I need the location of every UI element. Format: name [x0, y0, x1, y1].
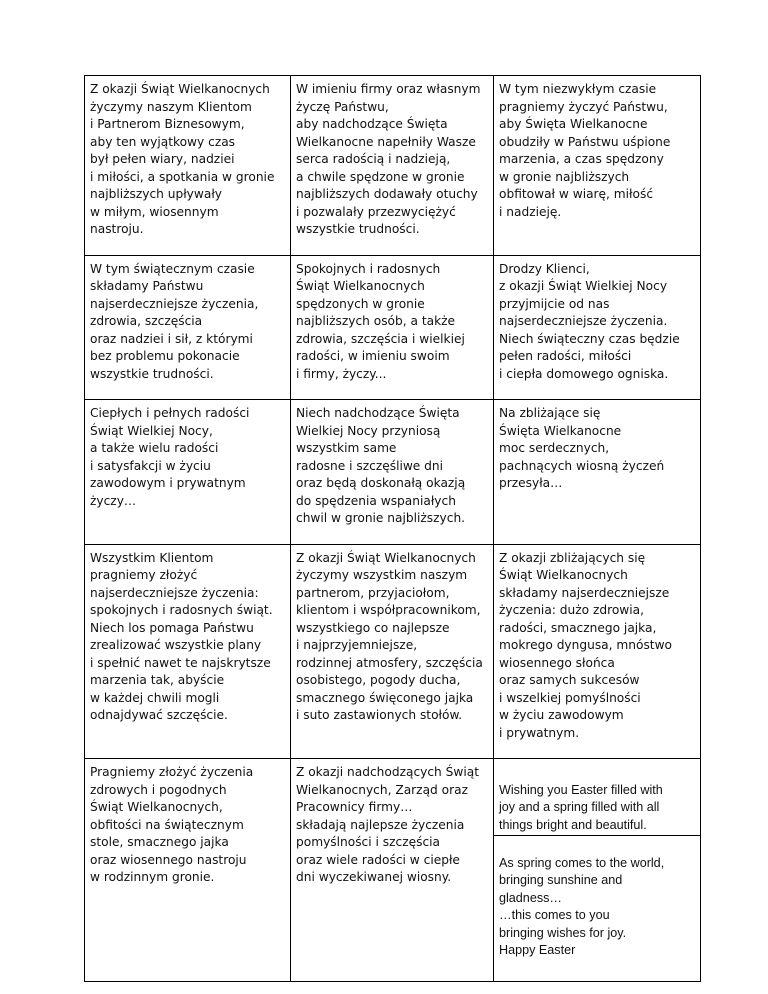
table-row — [85, 255, 701, 400]
table-row — [85, 76, 701, 256]
table-row — [85, 544, 701, 759]
english-wish-1: Wishing you Easter filled with joy and a spring filled with all things bright and beautiful. — [494, 782, 700, 837]
easter-wishes-table — [84, 75, 701, 982]
wish-cell: Drodzy Klienci, z okazji Świąt Wielkiej Nocy przyjmijcie od nas najserdeczniejsze życzenia. Niech świąteczny czas będzie pełen radości, miłości i ciepła domowego ogniska. — [494, 255, 701, 400]
english-wish-2: As spring comes to the world, bringing sunshine and gladness… …this comes to you bringing wishes for joy. Happy Easter — [499, 855, 665, 957]
wish-cell: Z okazji Świąt Wielkanocnych życzymy wszystkim naszym partnerom, przyjaciołom, klientom i współpracownikom, wszystkiego co najlepsze i najprzyjemniejsze, rodzinnej atmosfery, szczęścia osobistego, pogody ducha, smacznego święconego jajka i suto zastawionych stołów. — [291, 544, 494, 759]
wish-cell: Z okazji Świąt Wielkanocnych życzymy naszym Klientom i Partnerom Biznesowym, aby ten wyjątkowy czas był pełen wiary, nadziei i miłości, a spotkania w gronie najbliższych upływały w miłym, wiosennym nastroju. — [85, 76, 291, 256]
table-row — [85, 759, 701, 982]
wish-cell: Na zbliżające się Święta Wielkanocne moc serdecznych, pachnących wiosną życzeń przesyła… — [494, 400, 701, 545]
english-wishes-cell — [494, 759, 701, 982]
wish-cell: Ciepłych i pełnych radości Świąt Wielkiej Nocy, a także wielu radości i satysfakcji w życiu zawodowym i prywatnym życzy… — [85, 400, 291, 545]
wish-cell: Z okazji nadchodzących Świąt Wielkanocnych, Zarząd oraz Pracownicy firmy… składają najlepsze życzenia pomyślności i szczęścia oraz wiele radości w ciepłe dni wyczekiwanej wiosny. — [291, 759, 494, 982]
wish-cell: Spokojnych i radosnych Świąt Wielkanocnych spędzonych w gronie najbliższych osób, a także zdrowia, szczęścia i wielkiej radości, w imieniu swoim i firmy, życzy... — [291, 255, 494, 400]
wish-cell: W imieniu firmy oraz własnym życzę Państwu, aby nadchodzące Święta Wielkanocne napełniły Wasze serca radością i nadzieją, a chwile spędzone w gronie najbliższych dodawały otuchy i pozwalały przezwyciężyć wszystkie trudności. — [291, 76, 494, 256]
wish-cell: Z okazji zbliżających się Świąt Wielkanocnych składamy najserdeczniejsze życzenia: dużo zdrowia, radości, smacznego jajka, mokrego dyngusa, mnóstwo wiosennego słońca oraz samych sukcesów i wszelkiej pomyślności w życiu zawodowym i prywatnym. — [494, 544, 701, 759]
table-row — [85, 400, 701, 545]
wish-cell: W tym niezwykłym czasie pragniemy życzyć Państwu, aby Święta Wielkanocne obudziły w Państwu uśpione marzenia, a czas spędzony w gronie najbliższych obfitował w wiarę, miłość i nadzieję. — [494, 76, 701, 256]
wish-cell: Wszystkim Klientom pragniemy złożyć najserdeczniejsze życzenia: spokojnych i radosnych świąt. Niech los pomaga Państwu zrealizować wszystkie plany i spełnić nawet te najskrytsze marzenia tak, abyście w każdej chwili mogli odnajdywać szczęście. — [85, 544, 291, 759]
wish-cell: Niech nadchodzące Święta Wielkiej Nocy przyniosą wszystkim same radosne i szczęśliwe dni oraz będą doskonałą okazją do spędzenia wspaniałych chwil w gronie najbliższych. — [291, 400, 494, 545]
wish-cell: Pragniemy złożyć życzenia zdrowych i pogodnych Świąt Wielkanocnych, obfitości na świątecznym stole, smacznego jajka oraz wiosennego nastroju w rodzinnym gronie. — [85, 759, 291, 982]
wish-cell: W tym świątecznym czasie składamy Państwu najserdeczniejsze życzenia, zdrowia, szczęścia oraz nadziei i sił, z którymi bez problemu pokonacie wszystkie trudności. — [85, 255, 291, 400]
